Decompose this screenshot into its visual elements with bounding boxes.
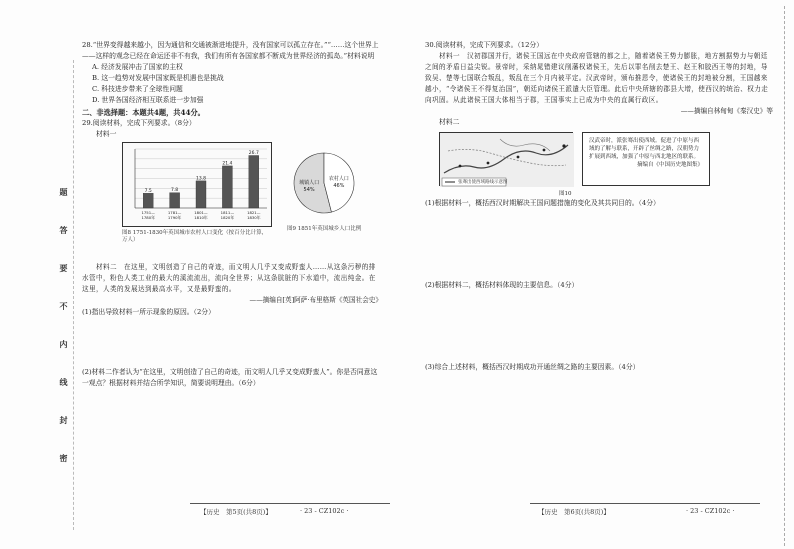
pie-chart <box>284 148 364 218</box>
binding-labels <box>56 188 70 462</box>
binding-label: 密 <box>59 454 69 462</box>
pie-chart-caption: 图9 1851年英国城乡人口比例 <box>287 226 362 232</box>
silk-road-map <box>439 132 573 186</box>
q29-material2-cite: ——摘编自[英]阿萨·布里格斯《英国社会史》 <box>249 296 382 304</box>
x-tick-label: 1790年 <box>167 215 182 220</box>
binding-line <box>73 60 74 530</box>
footer-code-left: · 23 - CZ102c · <box>300 507 349 515</box>
binding-label: 封 <box>59 416 69 424</box>
answer-space <box>425 209 773 279</box>
footer-page-right: 【历史 第6页(共8页)】 <box>538 508 610 516</box>
q30-sub3: (3)综合上述材料，概括西汉时期成功开通丝绸之路的主要因素。（4分） <box>425 363 640 371</box>
q29-sub2: (2)材料二作者认为“在这里，文明创造了自己的奇迹，而文明人几乎又变成野蛮人”。你是否同意这一观点？根据材料并结合所学知识，简要说明理由。（6分） <box>82 368 378 387</box>
bar-chart <box>123 143 273 228</box>
quote-cite: 摘编自《中国历史地图集》 <box>636 162 703 168</box>
quote-text: 汉武帝时，派张骞出使西域。促进了中原与西域的了解与联系，开辟了丝绸之路，汉朝势力扩展到西域，加强了中原与西北地区的联系。 <box>589 138 700 160</box>
section-title: 二、非选择题：本题共4题，共44分。 <box>82 108 205 117</box>
bar <box>170 193 180 208</box>
bar-data-label: 13.8 <box>195 176 207 182</box>
q28-option-b: B. 这一趋势对发展中国家既是机遇也是挑战 <box>92 74 224 82</box>
q30-sub2: (2)根据材料二，概括材料体现的主要信息。（4分） <box>425 281 579 289</box>
q28-option-a: A. 经济发展冲击了国家的主权 <box>92 63 183 71</box>
binding-label: 线 <box>59 378 69 386</box>
map-legend: 张骞出使西域路线示意图 <box>458 180 508 185</box>
x-tick-label: 1820年 <box>220 215 235 220</box>
q30-figure <box>439 132 709 196</box>
pie-slice-label: 农村人口 <box>328 176 349 183</box>
bar <box>249 155 259 208</box>
q30-material2-label: 材料二 <box>439 118 460 126</box>
x-tick-label: 1830年 <box>247 215 261 220</box>
x-tick-label: 1751— <box>141 210 155 215</box>
bar-data-label: 26.7 <box>248 150 259 156</box>
bar-data-label: 7.5 <box>144 188 152 194</box>
q29-stem: 29.阅读材料，完成下列要求。（8分） <box>82 119 196 127</box>
q30-material1-cite: ——摘编自林甸甸《秦汉史》等 <box>680 107 773 115</box>
q29-charts <box>82 142 382 262</box>
q30-sub1: (1)根据材料一，概括西汉时期解决王国问题措施的变化及其共同目的。（4分） <box>425 199 660 207</box>
bar <box>143 193 153 208</box>
left-page <box>82 40 382 390</box>
binding-label: 内 <box>59 340 69 348</box>
q30-stem: 30.阅读材料，完成下列要求。（12分） <box>425 41 544 49</box>
bar-chart-caption: 图8 1751-1830年英国城市农村人口变化（按百分比计算，万人） <box>122 230 268 243</box>
binding-label: 要 <box>59 264 69 272</box>
pie-slice-value: 54% <box>303 186 315 193</box>
x-tick-label: 1821— <box>247 210 261 215</box>
fold-line <box>784 6 785 546</box>
bar-data-label: 7.8 <box>171 188 179 194</box>
footer-page-left: 【历史 第5页(共8页)】 <box>200 508 272 516</box>
bar-chart-frame <box>122 142 272 227</box>
binding-label: 题 <box>59 188 69 196</box>
footer-code-right: · 23 - CZ102c · <box>686 507 735 515</box>
x-tick-label: 1781— <box>167 210 182 215</box>
q29-material2: 材料二 在这里，文明创造了自己的奇迹，而文明人几乎又变成野蛮人……从这条污秽的排水管中，粉色人类工业的最大的溪流流出，流向全世界；从这条肮脏的下水道中，流出纯金。在这里，人类的发展达到最高水平，又是最野蛮的。 <box>82 263 376 293</box>
figure-caption: 图10 <box>559 191 572 197</box>
x-tick-label: 1801— <box>194 210 208 215</box>
pie-slice-value: 46% <box>333 183 345 190</box>
footer-rule-right <box>530 503 760 504</box>
q28-option-d: D. 世界各国经济相互联系进一步加强 <box>92 96 204 104</box>
binding-label: 不 <box>59 302 69 310</box>
q30-material1: 材料一 汉初郡国并行，诸侯王国远在中央政府管辖的都之上，随着诸侯王势力膨胀，地方割据势力与朝廷之间的矛盾日益尖锐。景帝时，采纳晁错建议削藩权诸侯王，先后以罪名削去楚王、赵王和胶西王等的封地，导致吴、楚等七国联合叛乱，叛乱在三个月内被平定。汉武帝时，颁布推恩令，使诸侯王的封地被分割，王国越来越小，“令诸侯王不得复治国”，朝廷向诸侯王派遣大臣管理。此后中央所辖的郡县大增，使西汉的统治、权力走向巩固。从此诸侯王国大体相当于郡，王国事实上已成为中央的直属行政区。 <box>425 52 769 104</box>
q29-material1-label: 材料一 <box>96 130 117 138</box>
bar-data-label: 21.4 <box>222 161 233 167</box>
q28-stem: 28.“世界变得越来越小，因为通信和交通被渐进地提升，没有国家可以孤立存在。”“……这个世界上——这样的观念已经在命运还非不有我，我们有所有各国家都不断成为世界经济的孤岛。”材料说明 <box>82 41 379 60</box>
pie-chart-frame <box>284 148 364 218</box>
bar <box>196 181 206 208</box>
x-tick-label: 1810年 <box>194 215 208 220</box>
q28-option-c: C. 科技进步带来了全球性问题 <box>92 85 183 93</box>
x-tick-label: 1811— <box>220 210 235 215</box>
question-28 <box>82 40 382 106</box>
binding-label: 答 <box>59 226 69 234</box>
answer-space <box>425 291 773 361</box>
quote-box <box>582 132 710 186</box>
q29-sub1: (1)指出导致材料一所示现象的原因。（2分） <box>82 308 215 316</box>
question-29 <box>82 118 382 389</box>
answer-space <box>82 318 382 366</box>
footer-rule-left <box>190 503 390 504</box>
pie-slice-label: 城镇人口 <box>299 179 320 186</box>
right-page <box>425 40 773 373</box>
x-tick-label: 1780年 <box>141 215 155 220</box>
bar <box>222 166 232 208</box>
